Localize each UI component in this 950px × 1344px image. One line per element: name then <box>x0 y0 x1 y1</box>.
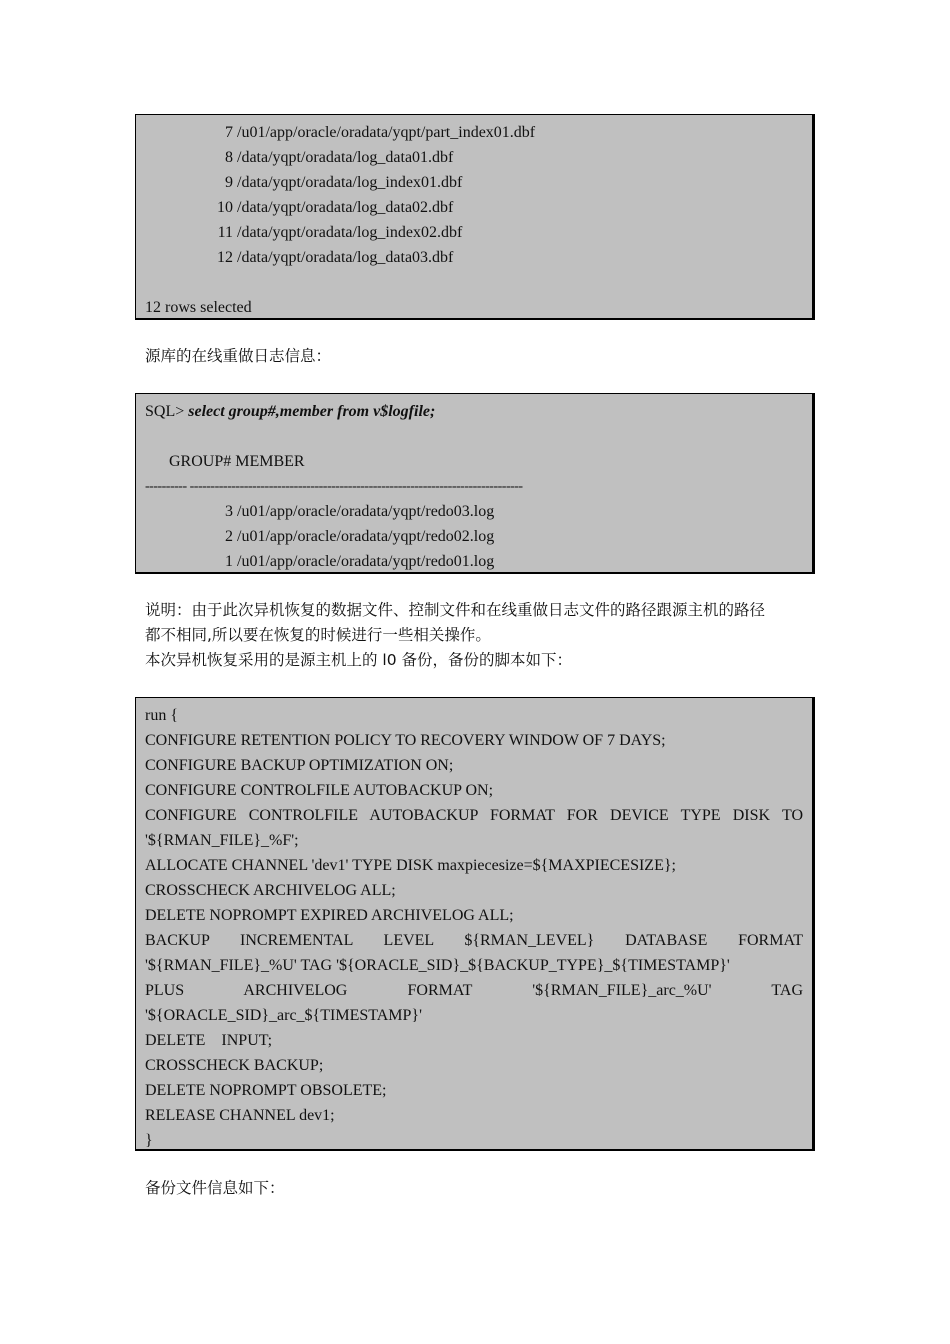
backup-file-intro: 备份文件信息如下： <box>145 1179 285 1197</box>
rows-selected-text: 12 rows selected <box>145 299 252 316</box>
script-line: '${ORACLE_SID}_arc_${TIMESTAMP}' <box>145 1007 422 1024</box>
script-line: run { <box>145 707 179 724</box>
script-line: '${RMAN_FILE}_%U' TAG '${ORACLE_SID}_${BACKUP_TYPE}_${TIMESTAMP}' <box>145 957 730 974</box>
script-line: DELETE NOPROMPT EXPIRED ARCHIVELOG ALL; <box>145 907 514 924</box>
script-line: DELETE INPUT; <box>145 1032 273 1049</box>
redo-log-intro: 源库的在线重做日志信息： <box>145 347 332 365</box>
script-line: CONFIGURE CONTROLFILE AUTOBACKUP ON; <box>145 782 494 799</box>
script-line: PLUS ARCHIVELOG FORMAT '${RMAN_FILE}_arc_%U' TAG <box>145 982 803 999</box>
script-line: DELETE NOPROMPT OBSOLETE; <box>145 1082 387 1099</box>
script-line: RELEASE CHANNEL dev1; <box>145 1107 335 1124</box>
logfile-row: 2 /u01/app/oracle/oradata/yqpt/redo02.log <box>225 528 495 545</box>
logfile-row: 3 /u01/app/oracle/oradata/yqpt/redo03.log <box>225 503 495 520</box>
script-line: CONFIGURE RETENTION POLICY TO RECOVERY WINDOW OF 7 DAYS; <box>145 732 666 749</box>
column-header: GROUP# MEMBER <box>145 453 305 470</box>
explanation-paragraph: 说明：由于此次异机恢复的数据文件、控制文件和在线重做日志文件的路径跟源主机的路径 都不相同,所以要在恢复的时候进行一些相关操作。 本次异机恢复采用的是源主机上的 l0 备份，备份的脚本如下： <box>145 601 766 669</box>
script-line: } <box>145 1132 153 1149</box>
rman-script-box <box>135 697 815 1151</box>
sql-command-line: SQL> select group#,member from v$logfile; <box>145 403 436 420</box>
script-line: CROSSCHECK ARCHIVELOG ALL; <box>145 882 396 899</box>
blank-line <box>145 270 803 295</box>
datafile-row: 7 /u01/app/oracle/oradata/yqpt/part_index01.dbf <box>225 124 536 141</box>
datafile-row: 8 /data/yqpt/oradata/log_data01.dbf <box>225 149 454 166</box>
logfile-row: 1 /u01/app/oracle/oradata/yqpt/redo01.log <box>225 553 495 570</box>
column-divider: ---------- -------------------------------------------------------------------------------- <box>145 479 523 494</box>
logfile-query-box <box>135 393 815 574</box>
datafile-row: 12 /data/yqpt/oradata/log_data03.dbf <box>217 249 454 266</box>
datafile-row: 10 /data/yqpt/oradata/log_data02.dbf <box>217 199 454 216</box>
script-line: CONFIGURE CONTROLFILE AUTOBACKUP FORMAT FOR DEVICE TYPE DISK TO <box>145 807 803 824</box>
blank-line <box>145 424 803 449</box>
datafile-output-box <box>135 114 815 320</box>
script-line: ALLOCATE CHANNEL 'dev1' TYPE DISK maxpiecesize=${MAXPIECESIZE}; <box>145 857 676 874</box>
script-line: CROSSCHECK BACKUP; <box>145 1057 324 1074</box>
datafile-row: 9 /data/yqpt/oradata/log_index01.dbf <box>225 174 463 191</box>
script-line: CONFIGURE BACKUP OPTIMIZATION ON; <box>145 757 454 774</box>
script-line: '${RMAN_FILE}_%F'; <box>145 832 299 849</box>
datafile-row: 11 /data/yqpt/oradata/log_index02.dbf <box>217 224 463 241</box>
script-line: BACKUP INCREMENTAL LEVEL ${RMAN_LEVEL} DATABASE FORMAT <box>145 932 803 949</box>
